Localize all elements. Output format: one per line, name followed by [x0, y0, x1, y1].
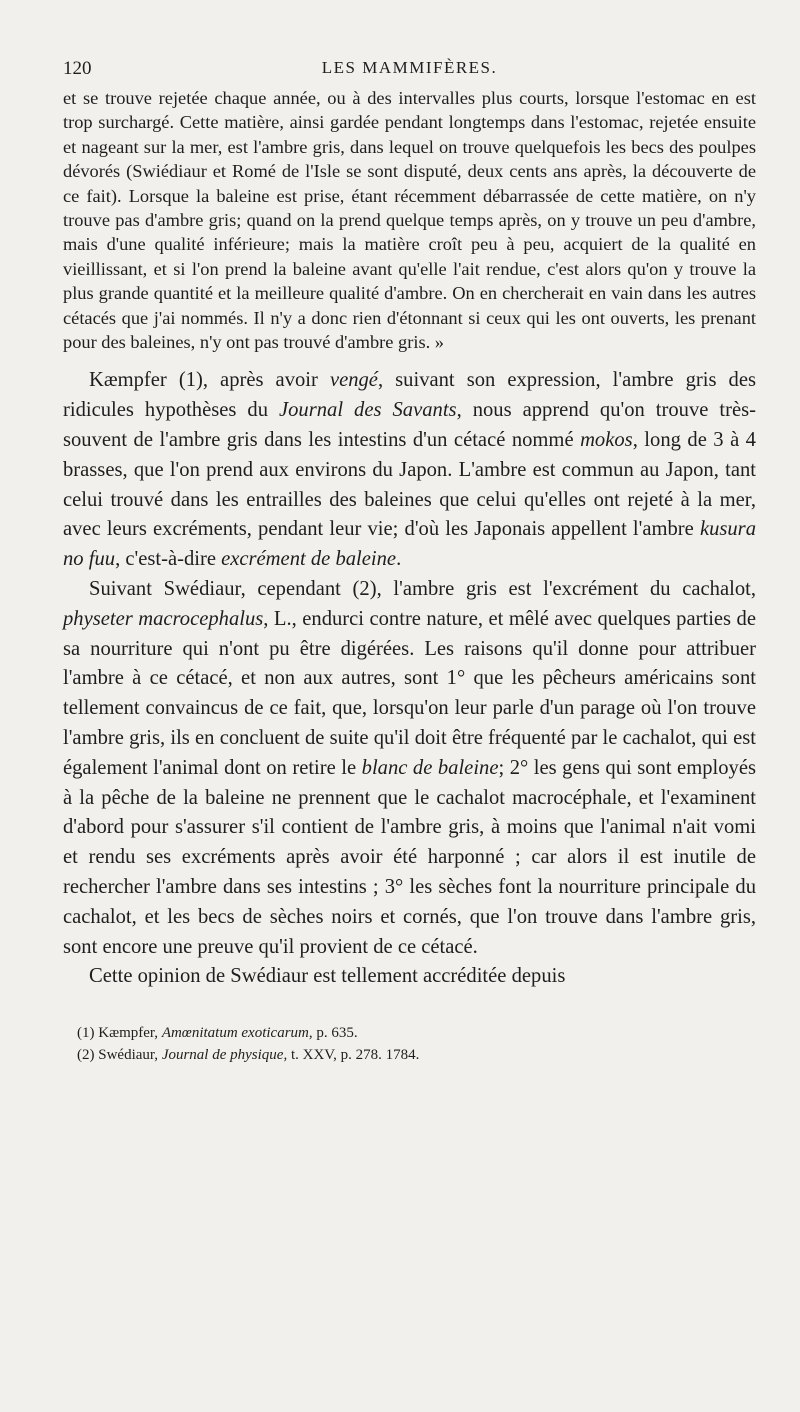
page-header: [63, 52, 756, 86]
body-text: [63, 366, 756, 992]
paragraph-kaempfer: Kæmpfer (1), après avoir vengé, suivant son expression, l'ambre gris des ridicules hypothèses du Journal des Savants, nous apprend qu'on trouve très-souvent de l'ambre gris dans les intestins d'un cétacé nommé mokos, long de 3 à 4 brasses, que l'on prend aux environs du Japon. L'ambre est commun au Japon, tant celui trouvé dans les entrailles des baleines que celui qu'elles ont rejeté à la mer, avec leurs excréments, pendant leur vie; d'où les Japonais appellent l'ambre kusura no fuu, c'est-à-dire excrément de baleine.: [63, 369, 756, 571]
quoted-passage: et se trouve rejetée chaque année, ou à des intervalles plus courts, lorsque l'estomac en est trop surchargé. Cette matière, ainsi gardée pendant longtemps dans l'estomac, rejetée ensuite et nageant sur la mer, est l'ambre gris, dans lequel on trouve quelquefois les becs des poulpes dévorés (Swiédiaur et Romé de l'Isle se sont disputé, deux cents ans après, la découverte de ce fait). Lorsque la baleine est prise, étant récemment débarrassée de cette matière, on n'y trouve pas d'ambre gris; quand on la prend quelque temps après, on y trouve un peu d'ambre, mais d'une qualité inférieure; mais la matière croît peu à peu, acquiert de la qualité en vieillissant, et si l'on prend la baleine avant qu'elle l'ait rendue, c'est alors qu'on y trouve la plus grande quantité et la meilleure qualité d'ambre. On en chercherait en vain dans les autres cétacés que j'ai nommés. Il n'y a donc rien d'étonnant si ceux qui les ont ouverts, les prenant pour des baleines, n'y ont pas trouvé d'ambre gris. »: [63, 88, 756, 353]
running-title: LES MAMMIFÈRES.: [321, 58, 498, 77]
paragraph-swediaur: Suivant Swédiaur, cependant (2), l'ambre gris est l'excrément du cachalot, physeter macrocephalus, L., endurci contre nature, et mêlé avec quelques parties de sa nourriture qui n'ont pu être digérées. Les raisons qu'il donne pour attribuer l'ambre à ce cétacé, et non aux autres, sont 1° que les pêcheurs américains sont tellement convaincus de ce fait, que, lorsqu'on leur parle d'un parage où l'on trouve l'ambre gris, ils en concluent de suite qu'il doit être fréquenté par le cachalot, qui est également l'animal dont on retire le blanc de baleine; 2° les gens qui sont employés à la pêche de la baleine ne prennent que le cachalot macrocéphale, et l'examinent d'abord pour s'assurer s'il contient de l'ambre gris, à moins que l'animal n'ait vomi et rendu ses excréments après avoir été harponné ; car alors il est inutile de rechercher l'ambre dans ses intestins ; 3° les sèches font la nourriture principale du cachalot, et les becs de sèches noirs et cornés, que l'on trouve dans l'ambre gris, sont encore une preuve qu'il provient de ce cétacé.: [63, 578, 756, 958]
footnote-1: (1) Kæmpfer, Amœnitatum exoticarum, p. 635.: [77, 1025, 358, 1042]
page-number: 120: [63, 58, 92, 79]
footnote-2: (2) Swédiaur, Journal de physique, t. XXV, p. 278. 1784.: [77, 1047, 420, 1064]
footnotes: [63, 1022, 756, 1066]
paragraph-opinion: Cette opinion de Swédiaur est tellement accréditée depuis: [89, 965, 566, 988]
